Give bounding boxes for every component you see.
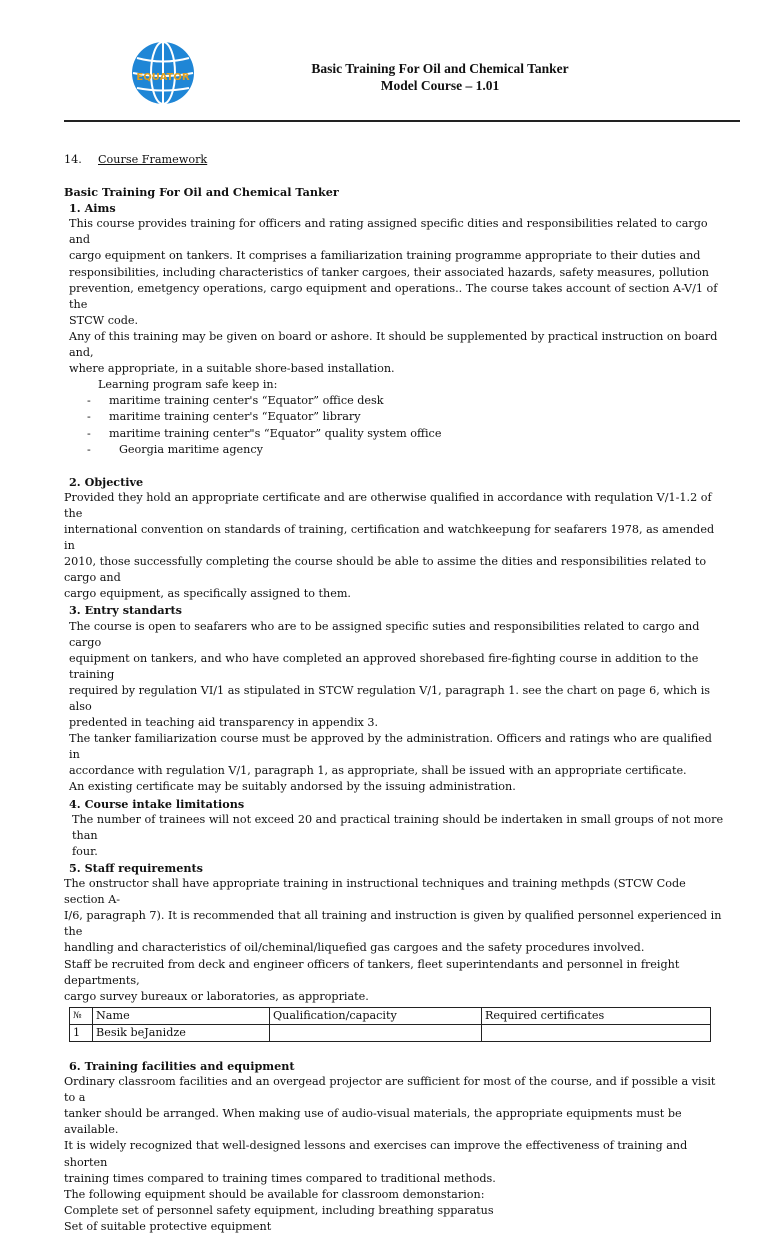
entry-text: The course is open to seafarers who are to be assigned specific suties and responsibilities related to cargo and cargo equipment on tankers, and who have completed an approved shorebased fire-fighting course in addition to the training required by regulation VI/1 as stipulated in STCW regulation V/1, paragraph 1. see the chart on page 6, which is also predented in teaching aid transparency in appendix 3. The tanker familiarization course must be approved by the administration. Officers and ratings who are qualified in accordance with regulation V/1, paragraph 1, as appropriate, shall be issued with an appropriate certificate. An existing certificate may be suitably andorsed by the issuing administration. xyxy=(69,619,712,794)
learning-program-label: Learning program safe keep in: xyxy=(98,378,278,392)
title-line-2: Model Course – 1.01 xyxy=(380,78,500,93)
aims-heading: 1. Aims xyxy=(69,201,116,216)
staff-text: The onstructor shall have appropriate training in instructional techniques and training methpds (STCW Code section A- I/6, paragraph 7). It is recommended that all training and instruction is given by qualified personnel experienced in the handling and characteristics of oil/cheminal/liquefied gas cargoes and the safety procedures involved. Staff be recruited from deck and engineer officers of tankers, fleet superintendants and personnel in freight departments, cargo survey bureaux or laboratories, as appropriate. xyxy=(64,877,722,1003)
list-item: - maritime training center's “Equator” office desk xyxy=(87,394,384,408)
section-number: 14. xyxy=(64,153,82,166)
staff-heading: 5. Staff requirements xyxy=(69,860,203,875)
list-item: - maritime training center's “Equator” library xyxy=(87,410,361,424)
header-rule xyxy=(64,120,740,122)
facilities-text: Ordinary classroom facilities and an overgead projector are sufficient for most of the course, and if possible a visit to a tanker should be arranged. When making use of audio-visual materials, the appropriate equipments must be available. It is widely recognized that well-designed lessons and exercises can improve the effectiveness of training and shorten training times compared to training times compared to traditional methods. The following equipment should be available for classroom demonstarion: Complete set of personnel safety equipment, including breathing spparatus Set of suitable protective equipment xyxy=(64,1075,716,1233)
entry-heading: 3. Entry standarts xyxy=(69,603,182,618)
section-heading xyxy=(64,152,724,168)
aims-text: This course provides training for officers and rating assigned specific dities and responsibilities related to cargo and cargo equipment on tankers. It comprises a familiarization training programme appropriate to their duties and responsibilities, including characteristics of tanker cargoes, their associated hazards, safety measures, pollution prevention, emetgency operations, cargo equipment and operations.. The course takes account of section A-V/1 of the STCW code. Any of this training may be given on board or ashore. It should be supplemented by practical instruction on board and, where appropriate, in a suitable shore-based installation. xyxy=(69,217,718,376)
objective-heading: 2. Objective xyxy=(69,474,144,489)
equator-logo xyxy=(128,38,198,108)
staff-table xyxy=(69,1007,711,1042)
list-item: - maritime training center"s “Equator” quality system office xyxy=(87,426,442,440)
section-title: Course Framework xyxy=(98,153,208,166)
intake-text: The number of trainees will not exceed 20 and practical training should be indertaken in small groups of not more than four. xyxy=(72,812,724,858)
table-header-row: № Name Qualification/capacity Required certificates xyxy=(70,1007,711,1024)
document-body xyxy=(64,152,724,1235)
list-item: - Georgia maritime agency xyxy=(87,442,263,456)
document-title xyxy=(200,60,680,94)
title-line-1: Basic Training For Oil and Chemical Tanker xyxy=(311,61,569,76)
table-row: 1 Besik beJanidze xyxy=(70,1024,711,1041)
svg-text:EQUATOR: EQUATOR xyxy=(136,72,190,83)
facilities-heading: 6. Training facilities and equipment xyxy=(69,1058,295,1073)
objective-text: Provided they hold an appropriate certificate and are otherwise qualified in accordance with requlation V/1-1.2 of the international convention on standards of training, certification and watchkeepung for seafarers 1978, as amended in 2010, those successfully completing the course should be able to assime the dities and responsibilities related to cargo and cargo equipment, as specifically assigned to them. xyxy=(64,490,715,601)
course-subtitle: Basic Training For Oil and Chemical Tanker xyxy=(64,185,339,200)
intake-heading: 4. Course intake limitations xyxy=(69,796,245,811)
